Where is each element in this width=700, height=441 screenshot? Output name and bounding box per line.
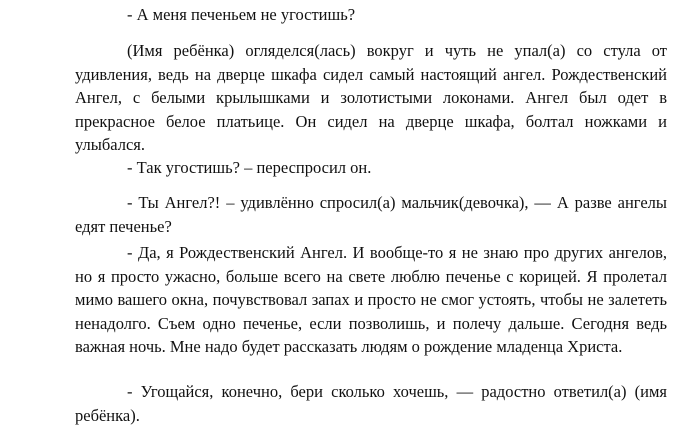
paragraph-4: - Ты Ангел?! – удивлённо спросил(а) мальчик(девочка), — А разве ангелы едят печенье? (75, 193, 667, 236)
paragraph-6: - Угощайся, конечно, бери сколько хочешь, — радостно ответил(а) (имя ребёнка). (75, 382, 667, 425)
paragraph-3: - Так угостишь? – переспросил он. (127, 158, 372, 177)
paragraph-1: - А меня печеньем не угостишь? (127, 5, 356, 24)
paragraph-2: (Имя ребёнка) огляделся(лась) вокруг и чуть не упал(а) со стула от удивления, ведь на дверце шкафа сидел самый настоящий ангел. Рождественский Ангел, с белыми крылышками и золотистыми локонами. Ангел был одет в прекрасное белое платьице. Он сидел на дверце шкафа, болтал ножками и улыбался. (75, 41, 667, 155)
paragraph-5: - Да, я Рождественский Ангел. И вообще-то я не знаю про других ангелов, но я просто ужасно, больше всего на свете люблю печенье с корицей. Я пролетал мимо вашего окна, почувствовал запах и просто не смог устоять, чтобы не залететь ненадолго. Съем одно печенье, если позволишь, и полечу дальше. Сегодня ведь важная ночь. Мне надо будет рассказать людям о рождение младенца Христа. (75, 243, 667, 357)
